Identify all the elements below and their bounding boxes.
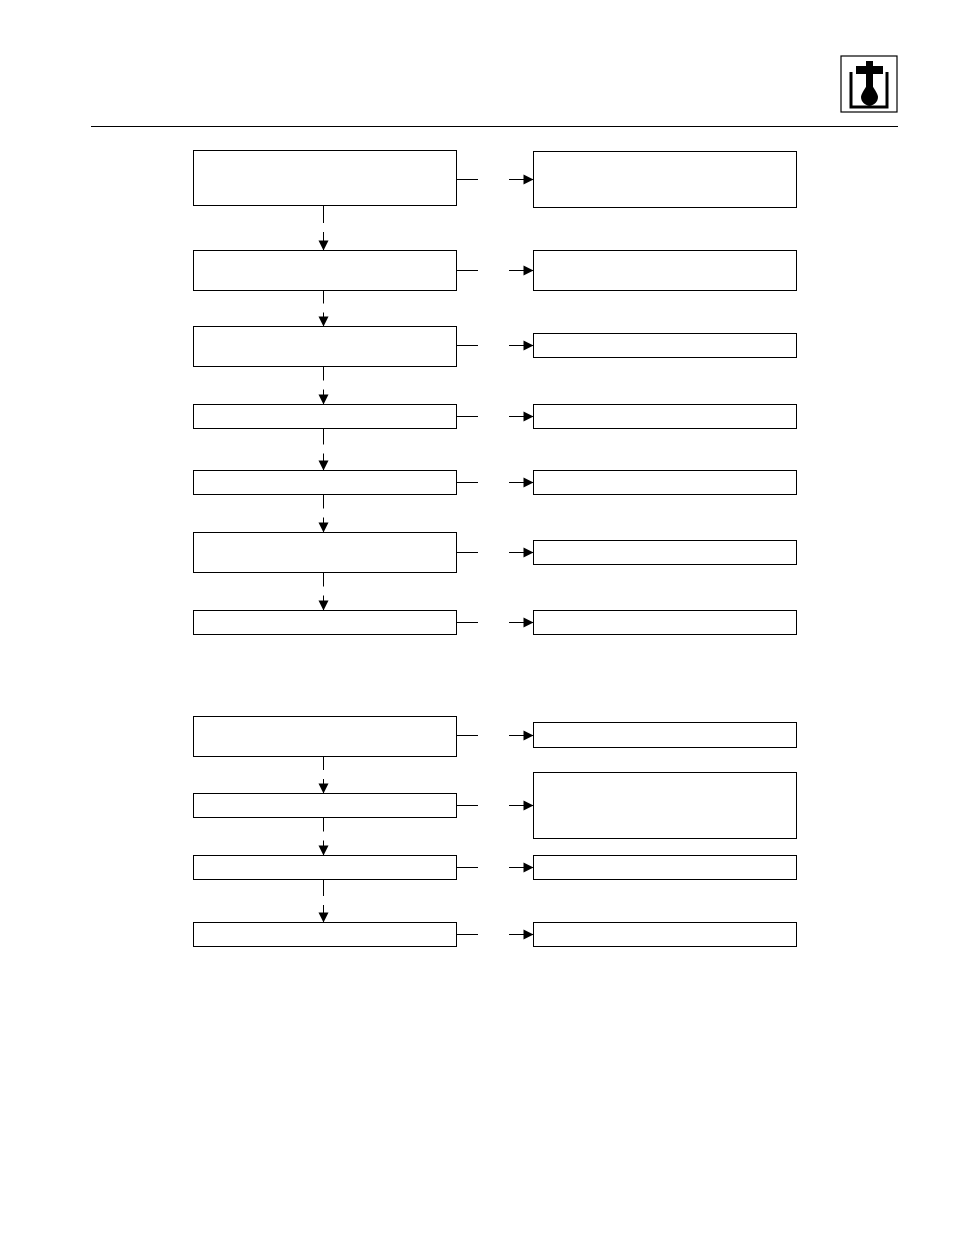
step-box [194, 611, 457, 635]
flow-step [194, 923, 797, 947]
result-box [534, 723, 797, 748]
result-box [534, 541, 797, 565]
step-box [194, 794, 457, 818]
result-box [534, 471, 797, 495]
result-box [534, 405, 797, 429]
flow-step [194, 533, 797, 611]
upper-flowchart [194, 151, 797, 635]
flowchart-groups [194, 151, 797, 947]
result-box [534, 334, 797, 358]
result-box [534, 773, 797, 839]
result-box [534, 856, 797, 880]
result-box [534, 611, 797, 635]
step-box [194, 923, 457, 947]
flow-step [194, 327, 797, 405]
flow-step [194, 151, 797, 251]
step-box [194, 251, 457, 291]
flow-step [194, 471, 797, 533]
flow-step [194, 405, 797, 471]
step-box [194, 405, 457, 429]
result-box [534, 152, 797, 208]
flow-step [194, 251, 797, 327]
step-box [194, 327, 457, 367]
step-box [194, 856, 457, 880]
step-box [194, 471, 457, 495]
flow-step [194, 856, 797, 923]
step-box [194, 717, 457, 757]
hydraulic-system-icon [841, 56, 897, 112]
step-box [194, 151, 457, 206]
result-box [534, 251, 797, 291]
flow-step [194, 773, 797, 856]
lower-flowchart [194, 717, 797, 947]
result-box [534, 923, 797, 947]
flow-step [194, 611, 797, 635]
step-box [194, 533, 457, 573]
